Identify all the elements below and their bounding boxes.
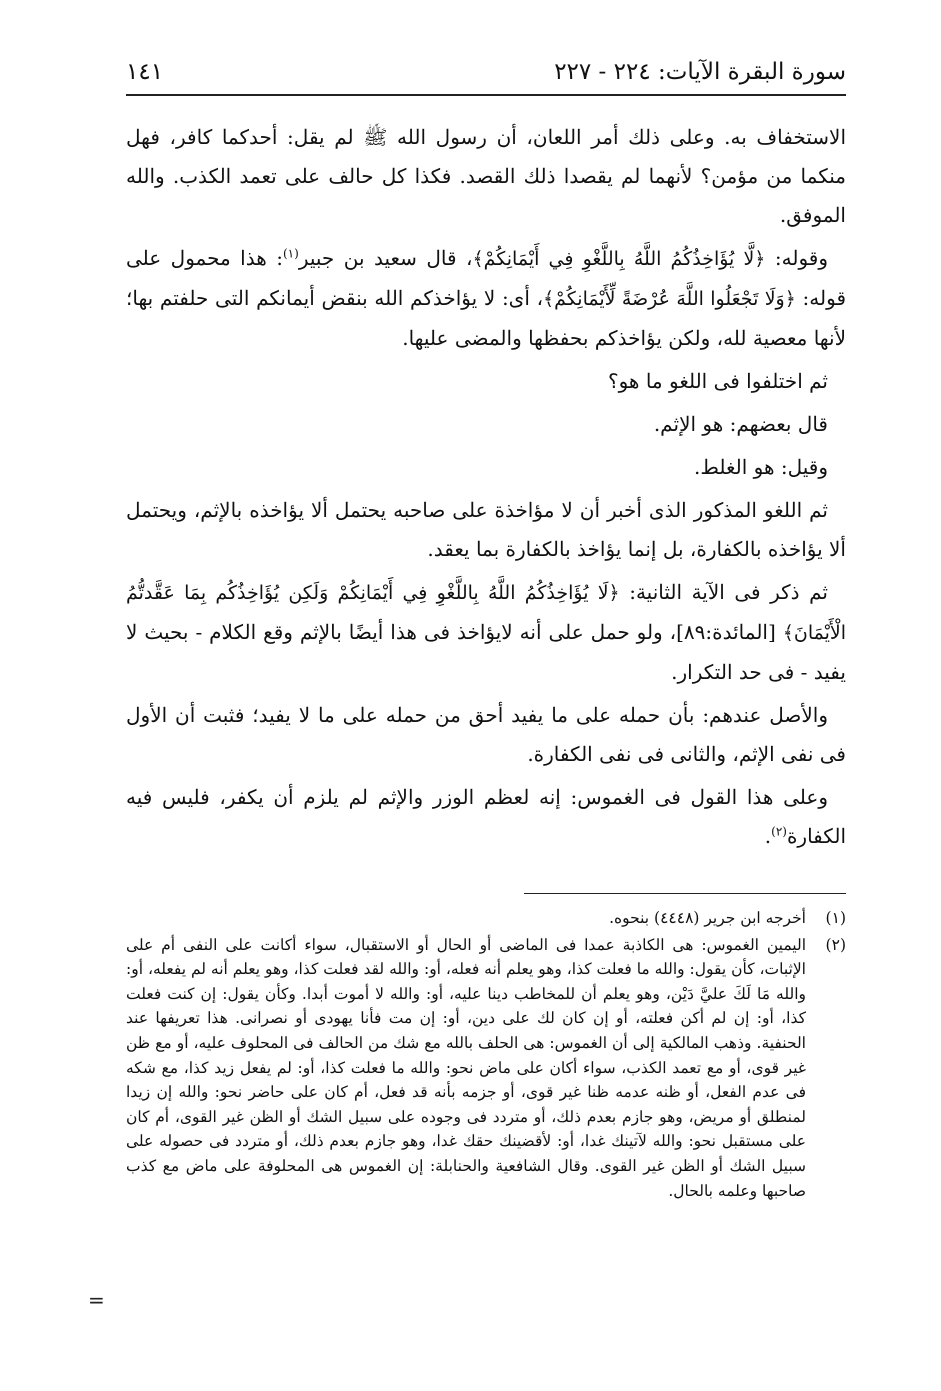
footnote-ref-1[interactable]: (١) [282,246,299,261]
header-divider [126,94,846,96]
paragraph-9 [126,778,846,856]
paragraph-8 [126,696,846,774]
paragraph-2-text-a: وقوله: [765,246,828,270]
quran-quote-2: ﴿وَلَا تَجْعَلُوا اللَّهَ عُرْضَةً لِّأَيْمَانِكُمْ﴾ [543,288,796,310]
paragraph-7-text-b: [المائدة:٨٩]، ولو حمل على أنه لايؤاخذ فى هذا أيضًا بالإثم وقع الكلام - بحيث لا يفيد - فى حد التكرار. [126,620,846,684]
paragraph-1 [126,118,846,235]
footnote-1-number: (١) [825,909,846,927]
footnote-2-number: (٢) [825,935,846,954]
footnote-2-text: اليمين الغموس: هى الكاذبة عمدا فى الماضى أو الحال أو الاستقبال، سواء أكانت على النفى أم على الإثبات، كأن يقول: والله ما فعلت كذا، وهو يعلم أنه فعله، أو: والله لقد فعلت كذا، وهو يعلم أنه لم يفعله، أو: والله مَا لَكَ عليَّ دَيْن، وهو يعلم أن للمخاطب دينا عليه، أو: والله لا أموت أبدا. وكأن يقول: إن كنت فعلت كذا، أو: إن لم أكن فعلته، أو إن كان لك على دين، أو: إن مت فأنا يهودى أو نصرانى. هذا تعريفها عند الحنفية. وذهب المالكية إلى أن الغموس: هى الحلف بالله مع شك من الحالف فى المحلوف عليه، أو مع ظن غير قوى، أو مع تعمد الكذب، سواء أكان على ماض نحو: والله ما فعلت كذا، أو: لم يفعل زيد كذا، مع شكه فى عدم الفعل، أو ظنه عدمه ظنا غير قوى، أو جزمه بأنه قد فعل، أم كان على حاضر نحو: والله إن زيدا لمنطلق أو مريض، وهو جازم بعدم ذلك، أو متردد فى وجوده على سبيل الشك أو الظن غير القوى، أم كان على مستقبل نحو: والله لآتينك غدا، أو: لأقضينك حقك غدا، وهو جازم بعدم ذلك، أو متردد فى حصوله على سبيل الشك أو الظن غير القوى. وقال الشافعية والحنابلة: إن الغموس هى المحلوفة على ماض مع كذب صاحبها وعلمه بالحال. [126,935,806,1200]
paragraph-5 [126,448,846,487]
paragraph-8-text: والأصل عندهم: بأن حمله على ما يفيد أحق من حمله على ما لا يفيد؛ فثبت أن الأول فى نفى الإثم، والثانى فى نفى الكفارة. [126,703,846,766]
paragraph-1-text: الاستخفاف به. وعلى ذلك أمر اللعان، أن رسول الله ﷺ لم يقل: أحدكما كافر، فهل منكما من مؤمن؟ لأنهما لم يقصدا ذلك القصد. فكذا كل حالف على تعمد الكذب. والله الموفق. [126,125,846,227]
paragraph-2-text-b: ، قال سعيد بن جبير [298,246,473,270]
paragraph-7 [126,573,846,692]
footnote-ref-2[interactable]: (٢) [771,824,787,839]
main-text [126,118,846,860]
paragraph-2 [126,239,846,358]
paragraph-4 [126,405,846,444]
bottom-margin-mark: = [88,1288,105,1312]
quran-quote-1: ﴿لَّا يُؤَاخِذُكُمُ اللَّهُ بِاللَّغْوِ فِي أَيْمَانِكُمْ﴾ [472,248,766,270]
footnote-2 [126,933,846,1204]
paragraph-9-text-a: وعلى هذا القول فى الغموس: إنه لعظم الوزر والإثم لم يلزم أن يكفر، فليس فيه الكفارة [126,785,846,848]
paragraph-4-text: قال بعضهم: هو الإثم. [653,412,828,436]
footnote-1-text: أخرجه ابن جرير (٤٤٤٨) بنحوه. [609,909,806,927]
paragraph-6-text: ثم اللغو المذكور الذى أخبر أن لا مؤاخذة على صاحبه يحتمل ألا يؤاخذه بالإثم، ويحتمل ألا يؤاخذه بالكفارة، بل إنما يؤاخذ بالكفارة بما يعقد. [126,498,846,561]
paragraph-2-text-d: ، أى: لا يؤاخذكم الله بنقض أيمانكم التى حلفتم بها؛ لأنها معصية لله، ولكن يؤاخذكم بحفظها والمضى عليها. [126,286,846,350]
quran-quote-3: ﴿لَا يُؤَاخِذُكُمُ اللَّهُ بِاللَّغْوِ فِي أَيْمَانِكُمْ وَلَكِن يُؤَاخِذُكُم بِمَا عَقَّدتُّمُ الْأَيْمَانَ﴾ [126,582,846,644]
paragraph-9-text-b: . [764,824,772,848]
paragraph-5-text: وقيل: هو الغلط. [694,455,828,479]
footnote-1 [126,906,846,931]
running-header [126,56,846,92]
header-title: سورة البقرة الآيات: ٢٢٤ - ٢٢٧ [554,59,846,85]
paragraph-6 [126,491,846,569]
paragraph-3 [126,362,846,401]
page-number: ١٤١ [126,59,164,85]
paragraph-7-text-a: ثم ذكر فى الآية الثانية: [619,580,828,604]
paragraph-3-text: ثم اختلفوا فى اللغو ما هو؟ [607,369,828,393]
footnote-divider [524,893,846,894]
paragraph-2-text-c: : هذا محمول على قوله: [126,246,847,310]
footnotes [126,906,846,1205]
